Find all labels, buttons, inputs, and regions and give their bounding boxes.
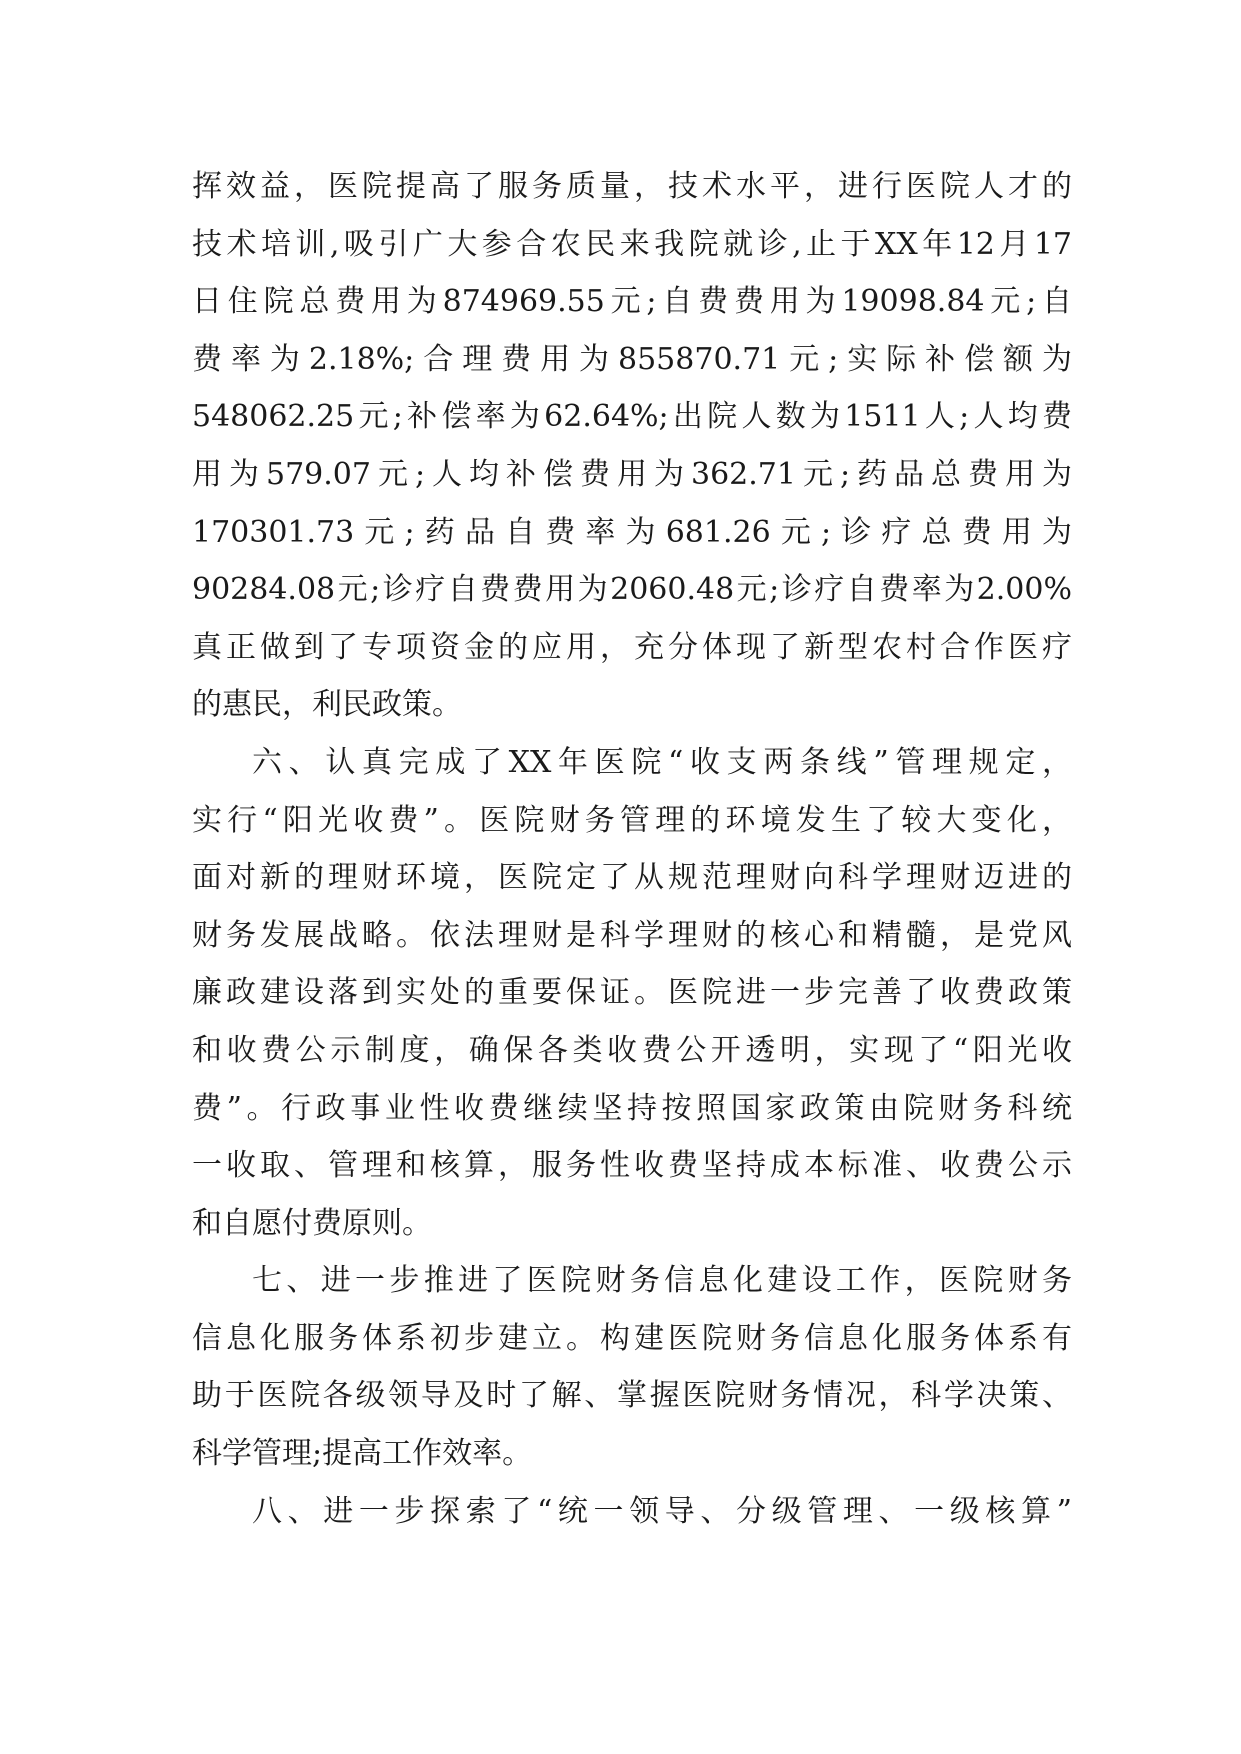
text-line: 费率为2.18%;合理费用为855870.71元;实际补偿额为 — [192, 341, 1072, 377]
text-line: 科学管理;提高工作效率。 — [192, 1436, 533, 1472]
paragraph-settlement-figures — [192, 158, 1072, 734]
text-line: 挥效益，医院提高了服务质量，技术水平，进行医院人才的 — [192, 169, 1072, 204]
text-line: 财务发展战略。依法理财是科学理财的核心和精髓，是党风 — [192, 917, 1072, 953]
text-line: 六、认真完成了XX年医院“收支两条线”管理规定， — [252, 744, 1072, 780]
text-line: 170301.73元;药品自费率为681.26元;诊疗总费用为 — [192, 514, 1072, 550]
text-line: 一收取、管理和核算，服务性收费坚持成本标准、收费公示 — [192, 1148, 1072, 1184]
text-line: 七、进一步推进了医院财务信息化建设工作，医院财务 — [252, 1263, 1072, 1299]
paragraph-section-seven — [192, 1252, 1072, 1482]
text-line: 技术培训,吸引广大参合农民来我院就诊,止于XX年12月17 — [192, 226, 1072, 262]
text-line: 面对新的理财环境，医院定了从规范理财向科学理财迈进的 — [192, 860, 1072, 896]
text-line: 八、进一步探索了“统一领导、分级管理、一级核算” — [252, 1493, 1072, 1529]
text-line: 信息化服务体系初步建立。构建医院财务信息化服务体系有 — [192, 1320, 1072, 1356]
text-line: 的惠民，利民政策。 — [192, 687, 462, 723]
text-line: 助于医院各级领导及时了解、掌握医院财务情况，科学决策、 — [192, 1378, 1072, 1414]
text-line: 用为579.07元;人均补偿费用为362.71元;药品总费用为 — [192, 456, 1072, 492]
text-line: 90284.08元;诊疗自费费用为2060.48元;诊疗自费率为2.00% — [192, 572, 1072, 608]
text-line: 日住院总费用为874969.55元;自费费用为19098.84元;自 — [192, 284, 1072, 320]
paragraph-section-six — [192, 734, 1072, 1252]
text-line: 和收费公示制度，确保各类收费公开透明，实现了“阳光收 — [192, 1032, 1072, 1068]
text-line: 费”。行政事业性收费继续坚持按照国家政策由院财务科统 — [192, 1090, 1072, 1126]
text-line: 548062.25元;补偿率为62.64%;出院人数为1511人;人均费 — [192, 399, 1072, 435]
paragraph-section-eight — [192, 1483, 1072, 1541]
text-line: 真正做到了专项资金的应用，充分体现了新型农村合作医疗 — [192, 629, 1072, 665]
document-body — [192, 158, 1072, 1540]
text-line: 和自愿付费原则。 — [192, 1205, 432, 1241]
text-line: 实行“阳光收费”。医院财务管理的环境发生了较大变化， — [192, 802, 1072, 838]
text-line: 廉政建设落到实处的重要保证。医院进一步完善了收费政策 — [192, 975, 1072, 1011]
